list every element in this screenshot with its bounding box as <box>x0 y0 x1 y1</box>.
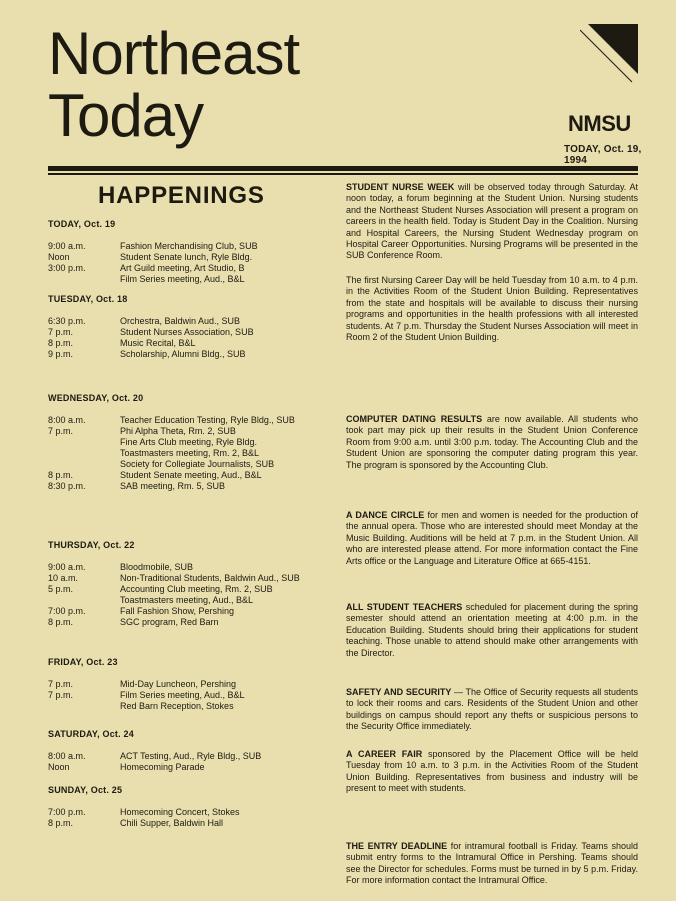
university-logo: NMSU <box>568 111 631 136</box>
news-body: sponsored by the Placement Office will be held Tuesday from 10 a.m. to 3 p.m. in the Activities Room of the Student Union Building. Representatives from business and industry will be present to meet with students. <box>346 749 638 794</box>
event-time: Noon <box>48 252 70 262</box>
happenings-column <box>48 182 338 882</box>
news-body: for intramural football is Friday. Teams should submit entry forms to the Intramural Office in Pershing. Teams should see the Director for schedules. Forms must be turned in by 5 p.m. Friday. For more information contact the Intramural Office. <box>346 841 638 886</box>
event-description: Toastmasters meeting, Rm. 2, B&L <box>120 448 260 458</box>
event-time: 9:00 a.m. <box>48 562 86 572</box>
day-heading: SUNDAY, Oct. 25 <box>48 785 123 795</box>
day-heading: WEDNESDAY, Oct. 20 <box>48 393 144 403</box>
event-time: 7 p.m. <box>48 426 74 436</box>
news-body: The first Nursing Career Day will be held Tuesday from 10 a.m. to 4 p.m. in the Activities Room of the Student Union Building. Representatives from the state and hospitals will be available to discuss their nursing programs and opportunities in the health professions with all interested students. At 7 p.m. Thursday the Student Nurses Association will meet in Room 2 of the Student Union Building. <box>346 275 638 343</box>
news-lead: STUDENT NURSE WEEK <box>346 182 455 192</box>
event-time: 6:30 p.m. <box>48 316 86 326</box>
event-time: 9 p.m. <box>48 349 74 359</box>
event-description: Music Recital, B&L <box>120 338 196 348</box>
news-body: — The Office of Security requests all students to lock their rooms and cars. Residents of the Student Union and other buildings on campus should report any thefts or suspicious persons to the Security Office immediately. <box>346 687 638 732</box>
event-description: Homecoming Concert, Stokes <box>120 807 240 817</box>
event-time: 8:00 a.m. <box>48 751 86 761</box>
news-body: are now available. All students who took part may pick up their results in the Student Union Conference Room from 9:00 a.m. until 3:00 p.m. today. The Accounting Club and the Student Union are sponsoring the computer dating program this year. The program is sponsored by the Accounting Club. <box>346 414 638 470</box>
event-description: Film Series meeting, Aud., B&L <box>120 690 245 700</box>
news-paragraph <box>346 414 638 471</box>
event-description: Orchestra, Baldwin Aud., SUB <box>120 316 241 326</box>
event-time: 8 p.m. <box>48 338 74 348</box>
news-body: will be observed today through Saturday. At noon today, a forum beginning at the Student Union. Nursing students and the Northeast Student Nurses Association will present a program on careers in the health field. Today is Student Day in the Coalition. Nursing and Hospital Careers, the Nursing Student Wednesday program on Hospital Career Opportunities. Nursing Programs will be presented in the SUB Conference Room. <box>346 182 638 261</box>
event-time: 7:00 p.m. <box>48 606 86 616</box>
news-paragraph <box>346 275 638 343</box>
masthead <box>48 16 648 166</box>
news-paragraph <box>346 182 638 262</box>
event-description: Non-Traditional Students, Baldwin Aud., SUB <box>120 573 300 583</box>
event-description: Scholarship, Alumni Bldg., SUB <box>120 349 246 359</box>
event-time: 8:30 p.m. <box>48 481 86 491</box>
event-description: Student Nurses Association, SUB <box>120 327 254 337</box>
event-description: Mid-Day Luncheon, Pershing <box>120 679 237 689</box>
news-paragraph <box>346 510 638 567</box>
event-time: Noon <box>48 762 70 772</box>
happenings-heading: HAPPENINGS <box>98 182 265 209</box>
event-description: Student Senate lunch, Ryle Bldg. <box>120 252 253 262</box>
event-time: 5 p.m. <box>48 584 74 594</box>
news-paragraph <box>346 687 638 733</box>
event-description: Red Barn Reception, Stokes <box>120 701 234 711</box>
event-time: 7:00 p.m. <box>48 807 86 817</box>
news-body: scheduled for placement during the spring semester should attend an orientation meeting at 4:00 p.m. in the Education Building. Students should bring their applications for student teaching. Those unable to attend should make other arrangements with the Director. <box>346 602 638 658</box>
event-description: SGC program, Red Barn <box>120 617 219 627</box>
event-time: 9:00 a.m. <box>48 241 86 251</box>
event-description: Teacher Education Testing, Ryle Bldg., SUB <box>120 415 295 425</box>
event-description: Homecoming Parade <box>120 762 205 772</box>
event-description: Fall Fashion Show, Pershing <box>120 606 235 616</box>
news-paragraph <box>346 841 638 887</box>
masthead-rule-thick <box>48 166 638 171</box>
publication-title-line-1: Northeast <box>48 20 300 87</box>
news-lead: SAFETY AND SECURITY <box>346 687 452 697</box>
day-heading: TUESDAY, Oct. 18 <box>48 294 128 304</box>
news-lead: A DANCE CIRCLE <box>346 510 425 520</box>
event-description: Toastmasters meeting, Aud., B&L <box>120 595 254 605</box>
event-time: 8:00 a.m. <box>48 415 86 425</box>
event-time: 3:00 p.m. <box>48 263 86 273</box>
event-description: Bloodmobile, SUB <box>120 562 194 572</box>
news-lead: ALL STUDENT TEACHERS <box>346 602 463 612</box>
event-time: 7 p.m. <box>48 690 74 700</box>
day-heading: SATURDAY, Oct. 24 <box>48 729 134 739</box>
masthead-rule-thin <box>48 173 638 175</box>
day-heading: TODAY, Oct. 19 <box>48 219 116 229</box>
news-paragraph <box>346 602 638 659</box>
event-description: Phi Alpha Theta, Rm. 2, SUB <box>120 426 236 436</box>
publication-title-line-2: Today <box>48 82 204 149</box>
event-time: 8 p.m. <box>48 617 74 627</box>
event-description: Chili Supper, Baldwin Hall <box>120 818 224 828</box>
news-paragraph <box>346 749 638 795</box>
news-body: for men and women is needed for the production of the annual opera. Those who are interested should meet Monday at the Music Building. Auditions will be held at 7 p.m. in the Student Union. All who are interested please attend. For more information contact the Fine Arts office or the Language and Literature Office at 665-4151. <box>346 510 638 566</box>
event-description: Student Senate meeting, Aud., B&L <box>120 470 262 480</box>
news-lead: THE ENTRY DEADLINE <box>346 841 448 851</box>
issue-dateline: TODAY, Oct. 19, 1994 <box>564 144 642 166</box>
event-description: SAB meeting, Rm. 5, SUB <box>120 481 226 491</box>
day-heading: THURSDAY, Oct. 22 <box>48 540 135 550</box>
corner-triangle-icon <box>580 22 640 84</box>
event-time: 7 p.m. <box>48 327 74 337</box>
event-description: Film Series meeting, Aud., B&L <box>120 274 245 284</box>
event-description: Fashion Merchandising Club, SUB <box>120 241 258 251</box>
news-column <box>346 182 638 892</box>
event-description: Society for Collegiate Journalists, SUB <box>120 459 275 469</box>
news-lead: A CAREER FAIR <box>346 749 423 759</box>
day-heading: FRIDAY, Oct. 23 <box>48 657 118 667</box>
event-description: ACT Testing, Aud., Ryle Bldg., SUB <box>120 751 262 761</box>
event-time: 8 p.m. <box>48 818 74 828</box>
event-time: 7 p.m. <box>48 679 74 689</box>
event-description: Accounting Club meeting, Rm. 2, SUB <box>120 584 273 594</box>
event-time: 10 a.m. <box>48 573 79 583</box>
event-description: Art Guild meeting, Art Studio, B <box>120 263 245 273</box>
event-description: Fine Arts Club meeting, Ryle Bldg. <box>120 437 258 447</box>
event-time: 8 p.m. <box>48 470 74 480</box>
news-lead: COMPUTER DATING RESULTS <box>346 414 483 424</box>
